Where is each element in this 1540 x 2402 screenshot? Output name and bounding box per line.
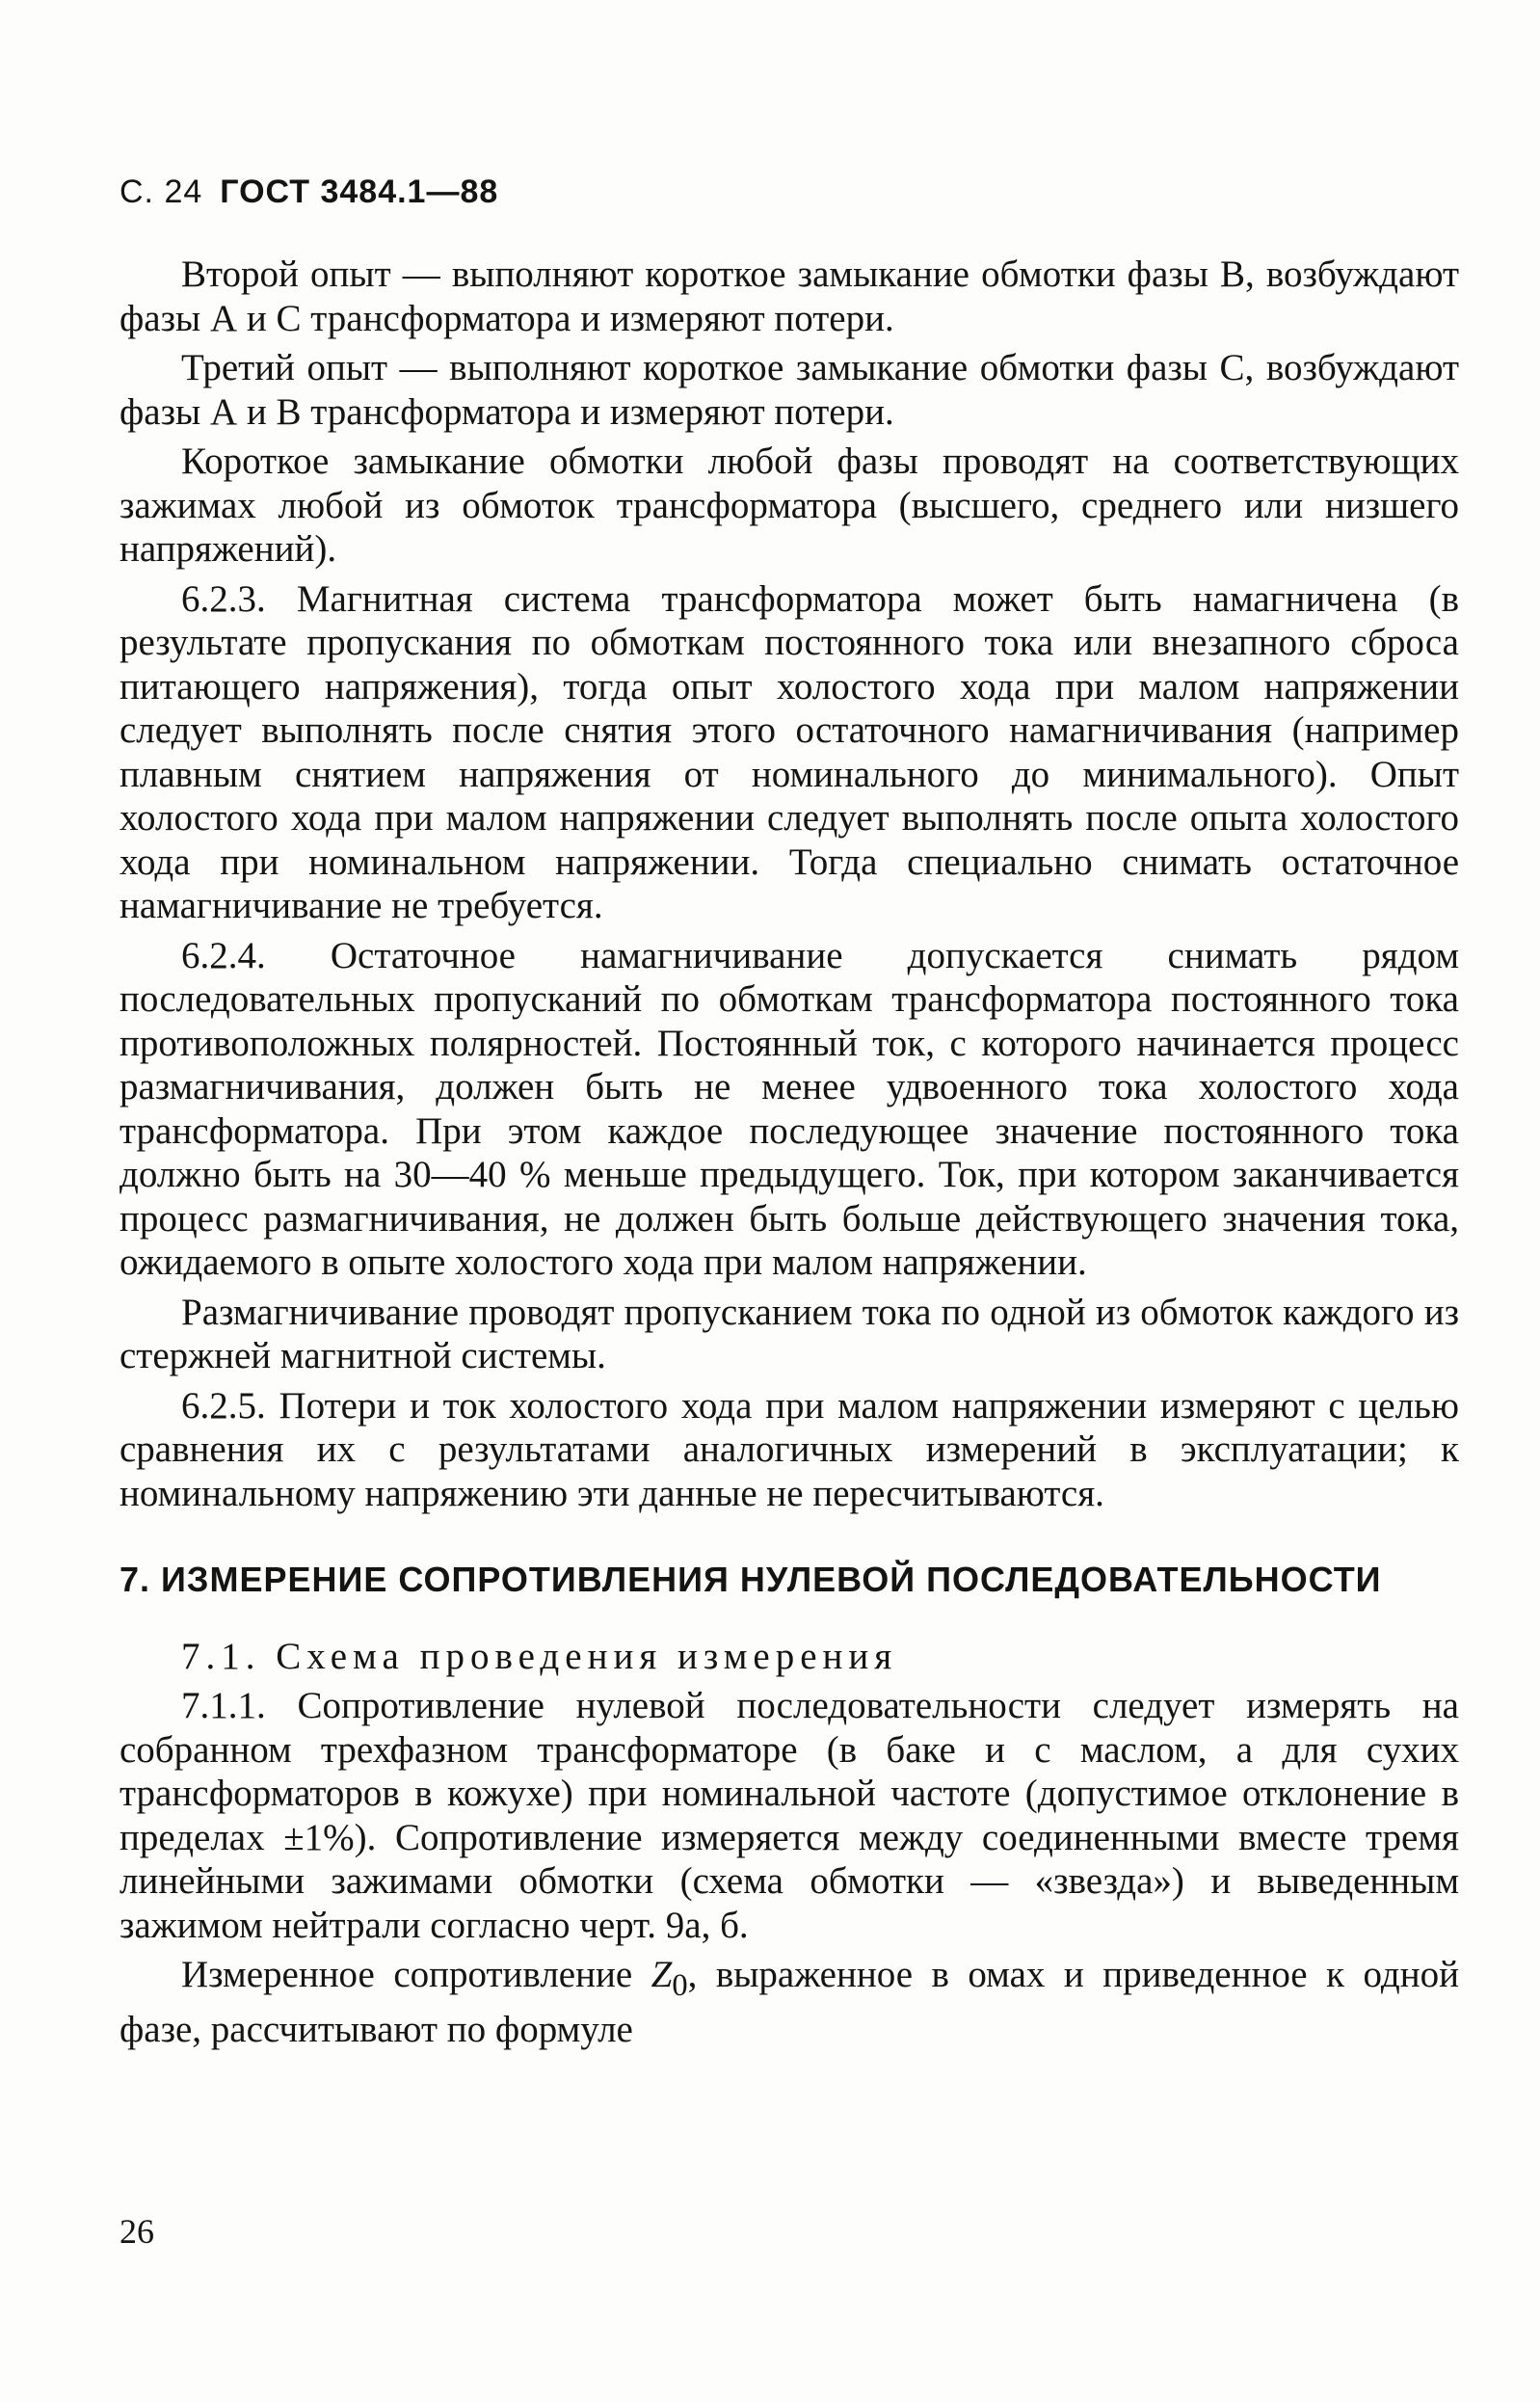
paragraph-demagnetization: Размагничивание проводят пропусканием тока по одной из обмоток каждого из стержней магнитной системы. xyxy=(119,1291,1459,1376)
section-heading: 7. ИЗМЕРЕНИЕ СОПРОТИВЛЕНИЯ НУЛЕВОЙ ПОСЛЕДОВАТЕЛЬНОСТИ xyxy=(119,1560,1382,1599)
page-label: С. 24 xyxy=(119,173,203,210)
paragraph-6-2-3: 6.2.3. Магнитная система трансформатора может быть намагничена (в результате пропускания по обмоткам постоянного тока или внезапного сброса питающего напряжения), тогда опыт холостого хода при малом напряжении следует выполнять после снятия этого остаточного намагничивания (например плавным снятием напряжения от номинального до минимального). Опыт холостого хода при малом напряжении следует выполнять после опыта холостого хода при номинальном напряжении. Тогда специально снимать остаточное намагничивание не требуется. xyxy=(119,577,1459,926)
paragraph-third-test: Третий опыт — выполняют короткое замыкание обмотки фазы С, возбуждают фазы А и В трансформатора и измеряют потери. xyxy=(119,347,1459,433)
paragraph-short-circuit: Короткое замыкание обмотки любой фазы проводят на соответствующих зажимах любой из обмоток трансформатора (высшего, среднего или низшего напряжений). xyxy=(119,440,1459,570)
impedance-subscript: 0 xyxy=(672,1967,688,2003)
subsection-heading: 7.1. Схема проведения измерения xyxy=(181,1635,898,1677)
paragraph-second-test: Второй опыт — выполняют короткое замыкание обмотки фазы В, возбуждают фазы А и С трансформатора и измеряют потери. xyxy=(119,254,1459,339)
impedance-symbol: Z xyxy=(651,1954,673,1995)
standard-number: ГОСТ 3484.1—88 xyxy=(220,173,499,210)
paragraph-7-1-1: 7.1.1. Сопротивление нулевой последовательности следует измерять на собранном трехфазном трансформаторе (в баке и с маслом, а для сухих трансформаторов в кожухе) при номинальной частоте (допустимое отклонение в пределах ±1%). Сопротивление измеряется между соединенными вместе тремя линейными зажимами обмотки (схема обмотки — «звезда») и выведенным зажимом нейтрали согласно черт. 9а, б. xyxy=(119,1685,1459,1946)
running-head xyxy=(119,173,498,211)
page-number: 26 xyxy=(119,2212,154,2251)
formula-intro-text: Измеренное сопротивление xyxy=(181,1954,651,1995)
paragraph-6-2-4: 6.2.4. Остаточное намагничивание допускается снимать рядом последовательных пропусканий по обмоткам трансформатора постоянного тока противоположных полярностей. Постоянный ток, с которого начинается процесс размагничивания, должен быть не менее удвоенного тока холостого хода трансформатора. При этом каждое последующее значение постоянного тока должно быть на 30—40 % меньше предыдущего. Ток, при котором заканчивается процесс размагничивания, не должен быть больше действующего значения тока, ожидаемого в опыте холостого хода при малом напряжении. xyxy=(119,934,1459,1283)
page-body xyxy=(119,253,1459,2058)
paragraph-formula-intro xyxy=(119,1953,1459,2052)
paragraph-6-2-5: 6.2.5. Потери и ток холостого хода при малом напряжении измеряют с целью сравнения их с результатами аналогичных измерений в эксплуатации; к номинальному напряжению эти данные не пересчитываются. xyxy=(119,1384,1459,1514)
formula-intro-tail: , выраженное в омах и приведенное к одной фазе, рассчитывают по формуле xyxy=(119,1954,1459,2051)
